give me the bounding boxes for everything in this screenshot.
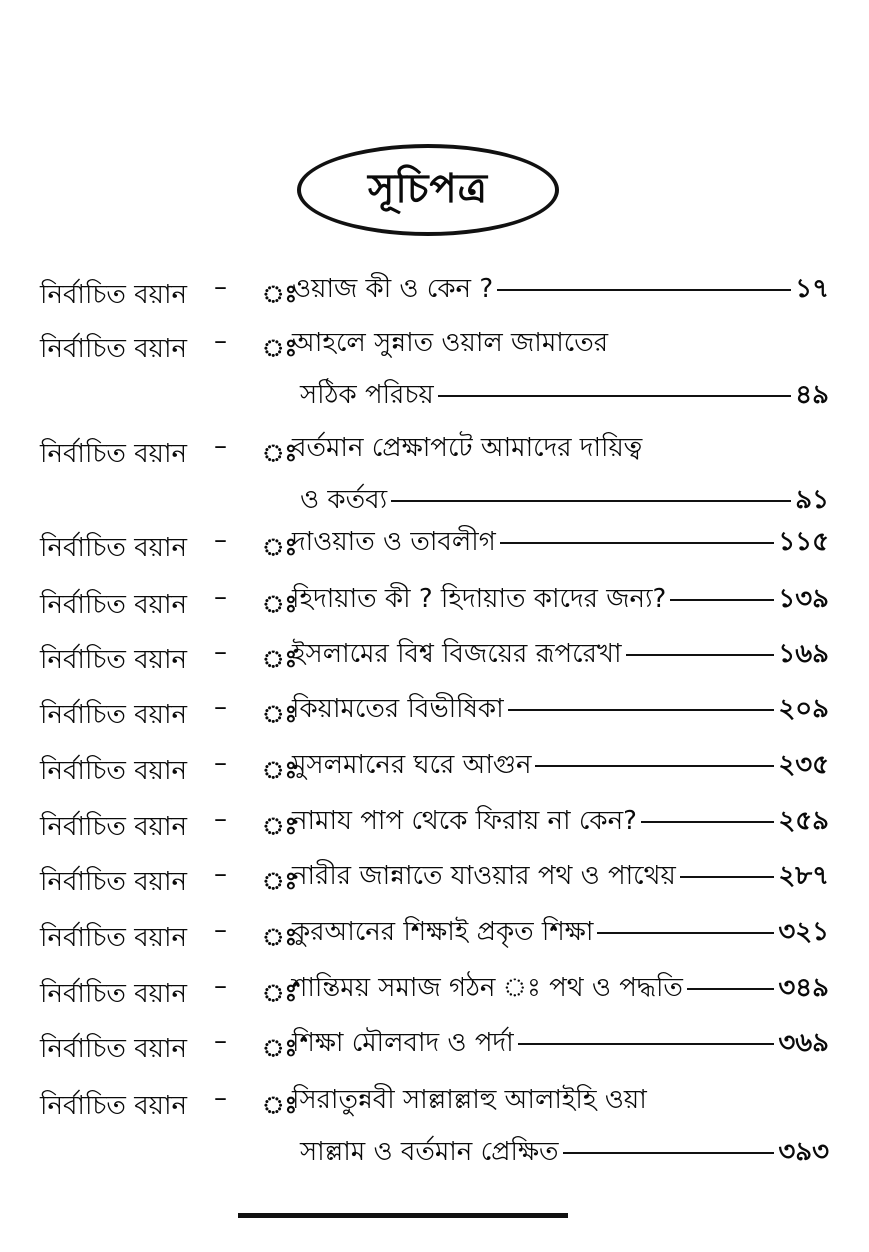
toc-entry-title: দাওয়াত ও তাবলীগ	[292, 527, 496, 557]
toc-entry-line-with-page	[292, 800, 829, 844]
toc-entry-colon: ঃ	[262, 867, 298, 895]
toc-entry-colon: ঃ	[262, 756, 298, 784]
toc-leader-line	[680, 876, 775, 878]
toc-page-number: ১৩৯	[778, 584, 829, 614]
bottom-divider	[238, 1213, 568, 1218]
toc-leader-line	[518, 1043, 775, 1045]
toc-page-number: ২৫৯	[778, 806, 829, 836]
toc-leader-line	[508, 709, 775, 711]
toc-page-number: ২০৯	[778, 694, 829, 724]
toc-entry-dash: –	[214, 326, 227, 356]
toc-entry-title: কুরআনের শিক্ষাই প্রকৃত শিক্ষা	[292, 917, 594, 947]
toc-entry-colon: ঃ	[262, 533, 298, 561]
toc-entry-colon: ঃ	[262, 1091, 298, 1119]
toc-page-number: ১৭	[795, 274, 829, 304]
toc-entry-label: নির্বাচিত বয়ান	[40, 1034, 188, 1064]
toc-entry-line-with-page	[300, 1131, 829, 1175]
toc-entry-label: নির্বাচিত বয়ান	[40, 645, 188, 675]
toc-entry-colon: ঃ	[262, 923, 298, 951]
toc-entry-line-with-page	[292, 521, 829, 565]
toc-entry-colon: ঃ	[262, 645, 298, 673]
toc-entry-label: নির্বাচিত বয়ান	[40, 1091, 188, 1121]
toc-entry-colon: ঃ	[262, 979, 298, 1007]
toc-page-number: ২৮৭	[778, 861, 829, 891]
toc-entry-colon: ঃ	[262, 812, 298, 840]
toc-entry-line-with-page	[300, 374, 829, 418]
toc-entry-label: নির্বাচিত বয়ান	[40, 334, 188, 364]
toc-entry-title: সাল্লাম ও বর্তমান প্রেক্ষিত	[300, 1137, 559, 1167]
toc-entry-line-with-page	[292, 268, 829, 312]
toc-entry-dash: –	[214, 692, 227, 722]
toc-entry-colon: ঃ	[262, 439, 298, 467]
toc-entry-line-with-page	[292, 1022, 829, 1066]
toc-entry-colon: ঃ	[262, 1034, 298, 1062]
toc-entry-dash: –	[214, 272, 227, 302]
toc-entry-line	[292, 427, 642, 471]
toc-entry-dash: –	[214, 748, 227, 778]
toc-entry-label: নির্বাচিত বয়ান	[40, 439, 188, 469]
toc-page-number: ৯১	[795, 485, 829, 515]
toc-entry-line	[292, 322, 608, 366]
toc-entry-label: নির্বাচিত বয়ান	[40, 756, 188, 786]
page-title: সূচিপত্র	[368, 165, 488, 212]
toc-leader-line	[641, 821, 774, 823]
toc-entry-line-with-page	[292, 855, 829, 899]
toc-entry-label: নির্বাচিত বয়ান	[40, 700, 188, 730]
toc-entry-dash: –	[214, 971, 227, 1001]
toc-leader-line	[535, 765, 774, 767]
toc-entry-line	[292, 1079, 647, 1123]
toc-leader-line	[438, 395, 792, 397]
toc-entry-title: ইসলামের বিশ্ব বিজয়ের রূপরেখা	[292, 639, 622, 669]
toc-leader-line	[597, 932, 774, 934]
toc-leader-line	[670, 599, 774, 601]
toc-page-number: ১৬৯	[778, 639, 829, 669]
toc-entry-colon: ঃ	[262, 280, 298, 308]
toc-entry-title: সঠিক পরিচয়	[300, 380, 434, 410]
toc-entry-dash: –	[214, 1026, 227, 1056]
toc-leader-line	[687, 988, 774, 990]
toc-entry-title: নারীর জান্নাতে যাওয়ার পথ ও পাথেয়	[292, 861, 676, 891]
toc-entry-line-with-page	[292, 578, 829, 622]
toc-entry-dash: –	[214, 804, 227, 834]
toc-entry-label: নির্বাচিত বয়ান	[40, 280, 188, 310]
toc-entry-title: বর্তমান প্রেক্ষাপটে আমাদের দায়িত্ব	[292, 433, 643, 463]
toc-entry-title: আহলে সুন্নাত ওয়াল জামাতের	[292, 328, 609, 358]
toc-entry-label: নির্বাচিত বয়ান	[40, 923, 188, 953]
toc-entry-label: নির্বাচিত বয়ান	[40, 590, 188, 620]
toc-entry-line-with-page	[292, 688, 829, 732]
toc-entry-dash: –	[214, 525, 227, 555]
toc-page-number: ৪৯	[795, 380, 829, 410]
toc-entry-line-with-page	[300, 479, 829, 523]
toc-entry-label: নির্বাচিত বয়ান	[40, 979, 188, 1009]
toc-page-number: ৩৬৯	[778, 1028, 829, 1058]
toc-page-number: ৩২১	[778, 917, 829, 947]
toc-entry-title: কিয়ামতের বিভীষিকা	[292, 694, 504, 724]
toc-entry-dash: –	[214, 859, 227, 889]
toc-entry-colon: ঃ	[262, 700, 298, 728]
toc-entry-title: শিক্ষা মৌলবাদ ও পর্দা	[292, 1028, 514, 1058]
toc-entry-label: নির্বাচিত বয়ান	[40, 533, 188, 563]
toc-leader-line	[626, 654, 775, 656]
toc-entry-title: ওয়াজ কী ও কেন ?	[292, 274, 494, 304]
toc-leader-line	[391, 500, 791, 502]
toc-entry-dash: –	[214, 431, 227, 461]
toc-page-number: ১১৫	[778, 527, 829, 557]
toc-leader-line	[500, 542, 775, 544]
toc-entry-label: নির্বাচিত বয়ান	[40, 867, 188, 897]
toc-page-number: ৩৯৩	[778, 1137, 829, 1167]
toc-entry-colon: ঃ	[262, 590, 298, 618]
toc-entry-line-with-page	[292, 744, 829, 788]
toc-entry-title: মুসলমানের ঘরে আগুন	[292, 750, 532, 780]
toc-entry-line-with-page	[292, 911, 829, 955]
toc-leader-line	[497, 289, 791, 291]
toc-page-number: ৩৪৯	[778, 973, 829, 1003]
toc-entry-dash: –	[214, 637, 227, 667]
toc-entry-dash: –	[214, 915, 227, 945]
toc-entry-title: নামায পাপ থেকে ফিরায় না কেন?	[292, 806, 637, 836]
toc-page-number: ২৩৫	[778, 750, 829, 780]
toc-leader-line	[563, 1152, 775, 1154]
toc-entry-line-with-page	[292, 967, 829, 1011]
toc-entry-label: নির্বাচিত বয়ান	[40, 812, 188, 842]
toc-entry-dash: –	[214, 582, 227, 612]
toc-entry-title: সিরাতুন্নবী সাল্লাল্লাহু আলাইহি ওয়া	[292, 1085, 647, 1115]
toc-entry-line-with-page	[292, 633, 829, 677]
toc-entry-title: হিদায়াত কী ? হিদায়াত কাদের জন্য?	[292, 584, 667, 614]
toc-entry-title: ও কর্তব্য	[300, 485, 388, 515]
toc-entry-colon: ঃ	[262, 334, 298, 362]
toc-entry-dash: –	[214, 1083, 227, 1113]
toc-entry-title: শান্তিময় সমাজ গঠন ঃ পথ ও পদ্ধতি	[292, 973, 683, 1003]
